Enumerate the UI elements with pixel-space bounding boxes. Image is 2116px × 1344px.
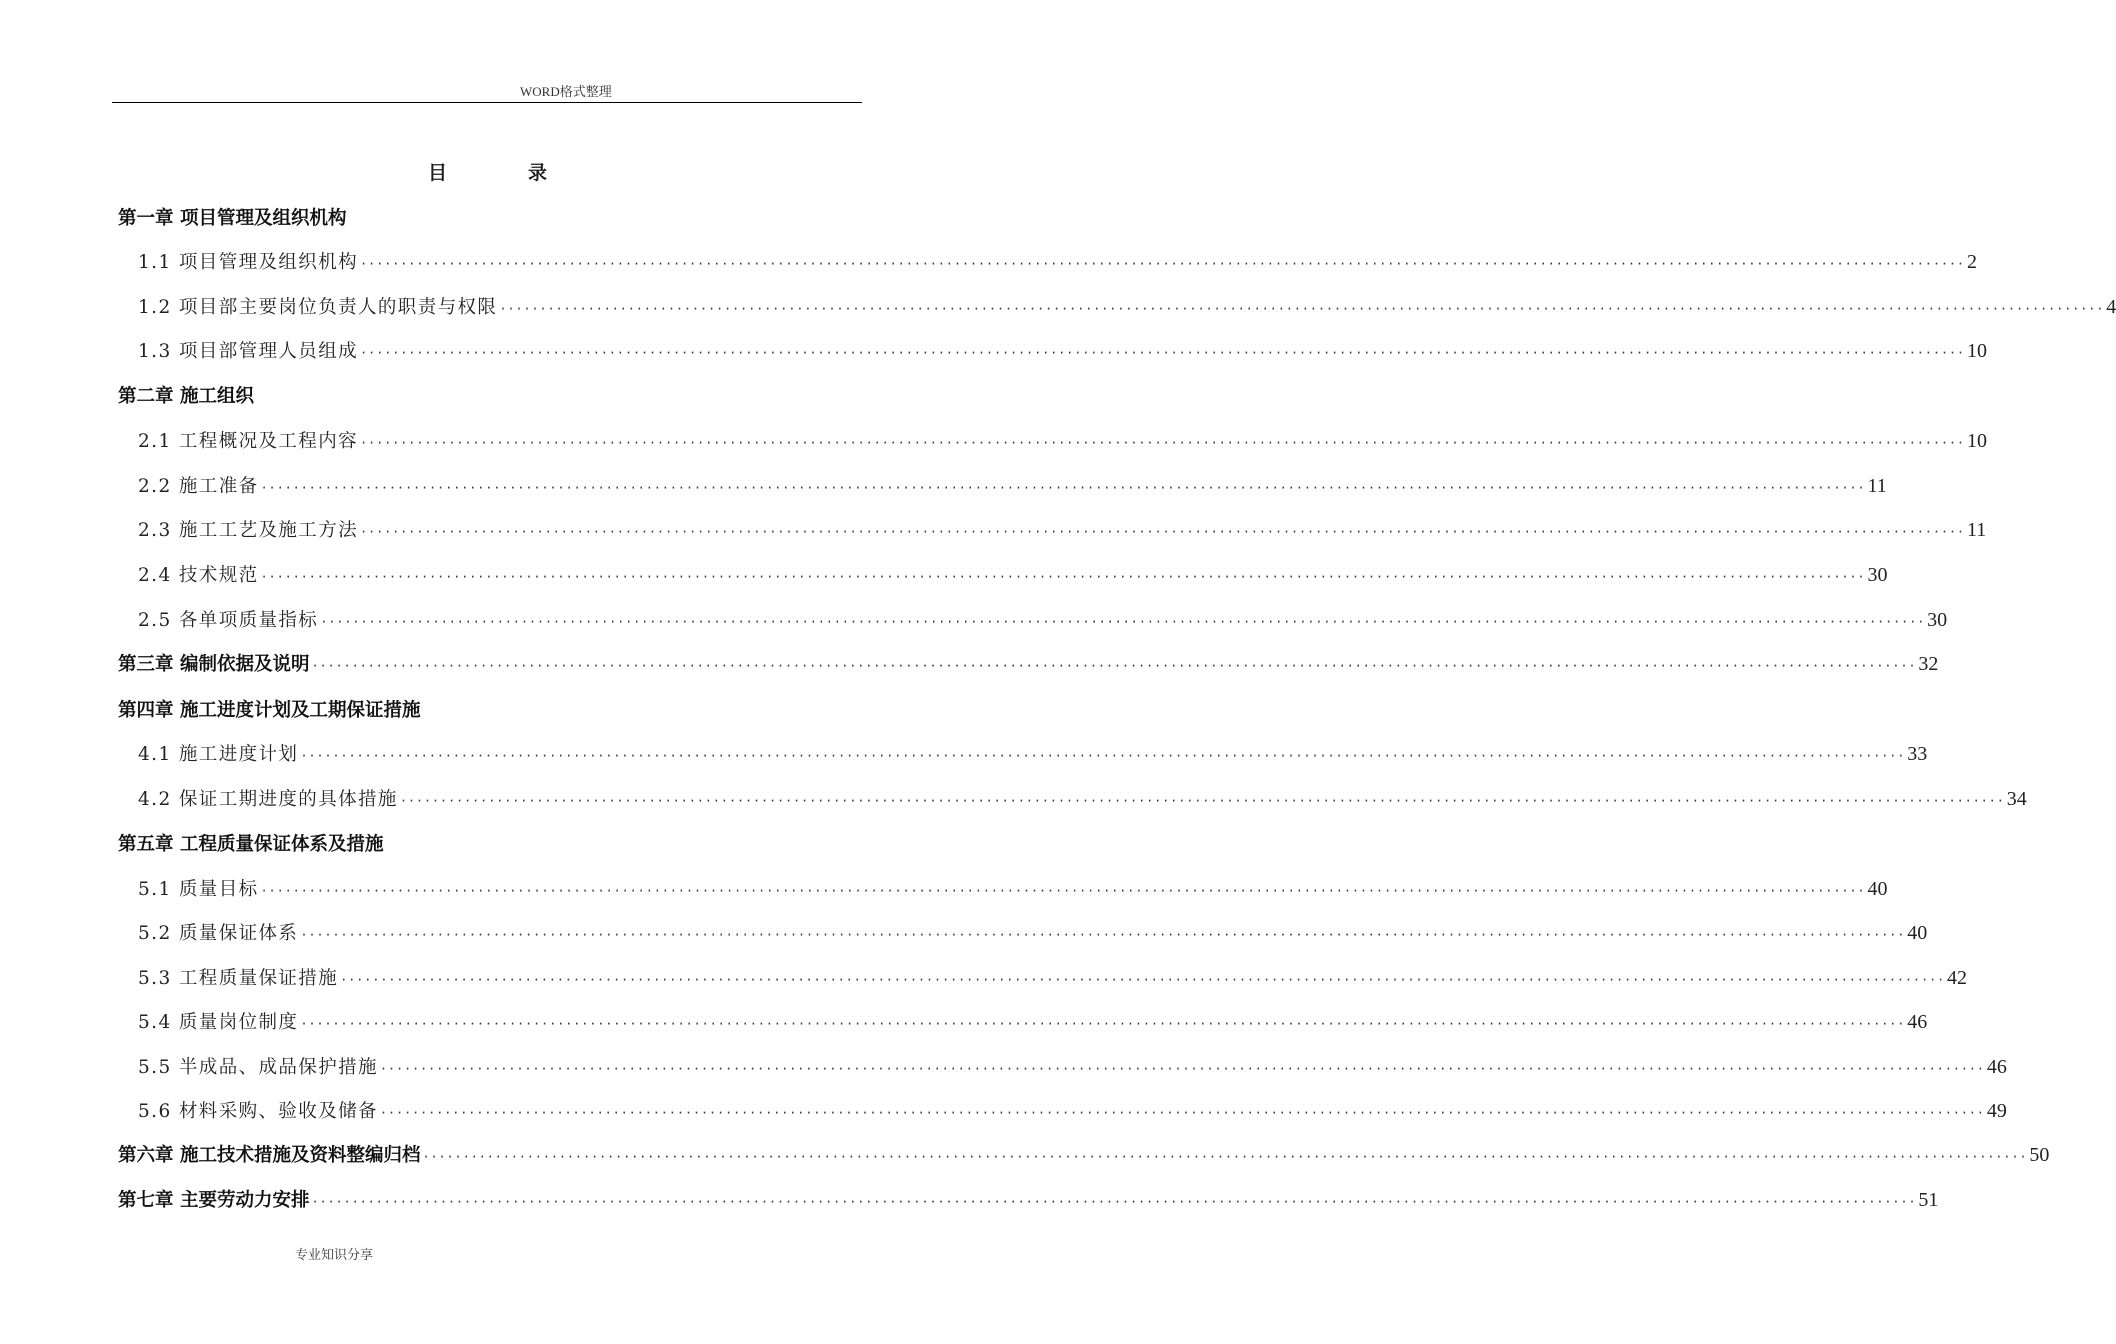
toc-leader-dots: ········································································································································································································ [260,570,1866,584]
toc-section-row[interactable] [138,248,1977,274]
toc-entry-label: 1.1 项目管理及组织机构 [138,252,359,273]
toc-section-row[interactable] [138,964,1968,990]
toc-section-row[interactable] [138,919,1928,945]
toc-page-number: 50 [2029,1144,2050,1166]
toc-section-row[interactable] [138,427,1987,453]
toc-section-row[interactable] [138,293,2116,319]
toc-chapter-row[interactable] [118,830,383,856]
toc-section-row[interactable] [138,740,1928,766]
toc-page-number: 51 [1918,1189,1939,1211]
page-footer: 专业知识分享 [295,1248,374,1263]
toc-leader-dots: ········································································································································································································ [311,1195,1917,1209]
toc-entry-label: 5.4 质量岗位制度 [138,1012,299,1033]
toc-section-row[interactable] [138,875,1888,901]
toc-page-number: 4 [2106,296,2116,318]
toc-entry-label: 1.3 项目部管理人员组成 [138,341,359,362]
toc-page-number: 32 [1918,653,1939,675]
toc-leader-dots: ········································································································································································································ [311,659,1917,673]
toc-chapter-row[interactable] [118,650,1939,676]
toc-leader-dots: ········································································································································································································ [300,1017,1906,1031]
toc-page-number: 30 [1867,564,1888,586]
toc-entry-label: 2.5 各单项质量指标 [138,610,319,631]
toc-entry-label: 2.2 施工准备 [138,476,259,497]
toc-entry-label: 4.1 施工进度计划 [138,744,299,765]
toc-chapter-row[interactable] [118,382,254,408]
toc-leader-dots: ········································································································································································································ [360,257,1965,271]
toc-entry-label: 第六章 施工技术措施及资料整编归档 [118,1145,421,1166]
toc-page-number: 46 [1986,1056,2007,1078]
toc-section-row[interactable] [138,606,1948,632]
toc-leader-dots: ········································································································································································································ [320,615,1926,629]
toc-page-number: 40 [1867,878,1888,900]
toc-page-number: 11 [1867,475,1887,497]
toc-page-number: 49 [1986,1100,2007,1122]
toc-page-number: 30 [1927,609,1948,631]
toc-leader-dots: ········································································································································································································ [379,1106,1985,1120]
toc-chapter-row[interactable] [118,696,420,722]
toc-page-number: 34 [2006,788,2027,810]
toc-page-number: 10 [1966,340,1987,362]
toc-chapter-row[interactable] [118,1141,2050,1167]
toc-leader-dots: ········································································································································································································ [300,749,1906,763]
toc-section-row[interactable] [138,472,1887,498]
toc-section-row[interactable] [138,337,1987,363]
toc-leader-dots: ········································································································································································································ [399,794,2005,808]
toc-entry-label: 第二章 施工组织 [118,386,254,407]
toc-leader-dots: ········································································································································································································ [340,973,1946,987]
toc-page-number: 33 [1907,743,1928,765]
toc-leader-dots: ········································································································································································································ [379,1062,1985,1076]
toc-leader-dots: ········································································································································································································ [260,884,1866,898]
toc-leader-dots: ········································································································································································································ [422,1150,2028,1164]
toc-entry-label: 第一章 项目管理及组织机构 [118,208,347,229]
toc-chapter-row[interactable] [118,1186,1939,1212]
toc-leader-dots: ········································································································································································································ [360,346,1965,360]
toc-section-row[interactable] [138,1053,2007,1079]
toc-page-number: 40 [1907,922,1928,944]
toc-section-row[interactable] [138,561,1888,587]
toc-entry-label: 2.4 技术规范 [138,565,259,586]
toc-section-row[interactable] [138,516,1987,542]
toc-entry-label: 5.6 材料采购、验收及储备 [138,1101,378,1122]
header-text: WORD格式整理 [520,84,612,99]
toc-page-number: 46 [1907,1011,1928,1033]
toc-title-left: 目 [428,162,448,184]
toc-leader-dots: ········································································································································································································ [499,302,2105,316]
toc-page-number: 42 [1947,967,1968,989]
toc-leader-dots: ········································································································································································································ [360,525,1965,539]
toc-entry-label: 1.2 项目部主要岗位负责人的职责与权限 [138,297,498,318]
toc-entry-label: 第七章 主要劳动力安排 [118,1190,310,1211]
toc-page-number: 11 [1966,519,1987,541]
toc-entry-label: 5.1 质量目标 [138,879,259,900]
toc-entry-label: 5.3 工程质量保证措施 [138,968,339,989]
toc-chapter-row[interactable] [118,204,346,230]
toc-section-row[interactable] [138,785,2027,811]
toc-entry-label: 第四章 施工进度计划及工期保证措施 [118,700,421,721]
toc-entry-label: 2.3 施工工艺及施工方法 [138,520,359,541]
toc-leader-dots: ········································································································································································································ [360,436,1965,450]
toc-title-right: 录 [528,162,548,184]
toc-page-number: 2 [1966,251,1977,273]
toc-section-row[interactable] [138,1008,1928,1034]
toc-entry-label: 5.5 半成品、成品保护措施 [138,1057,378,1078]
toc-leader-dots: ········································································································································································································ [300,928,1906,942]
toc-entry-label: 2.1 工程概况及工程内容 [138,431,359,452]
toc-entry-label: 5.2 质量保证体系 [138,923,299,944]
toc-leader-dots: ········································································································································································································ [260,481,1866,495]
toc-page-number: 10 [1966,430,1987,452]
toc-entry-label: 4.2 保证工期进度的具体措施 [138,789,398,810]
toc-entry-label: 第五章 工程质量保证体系及措施 [118,834,384,855]
toc-entry-label: 第三章 编制依据及说明 [118,654,310,675]
toc-section-row[interactable] [138,1097,2007,1123]
